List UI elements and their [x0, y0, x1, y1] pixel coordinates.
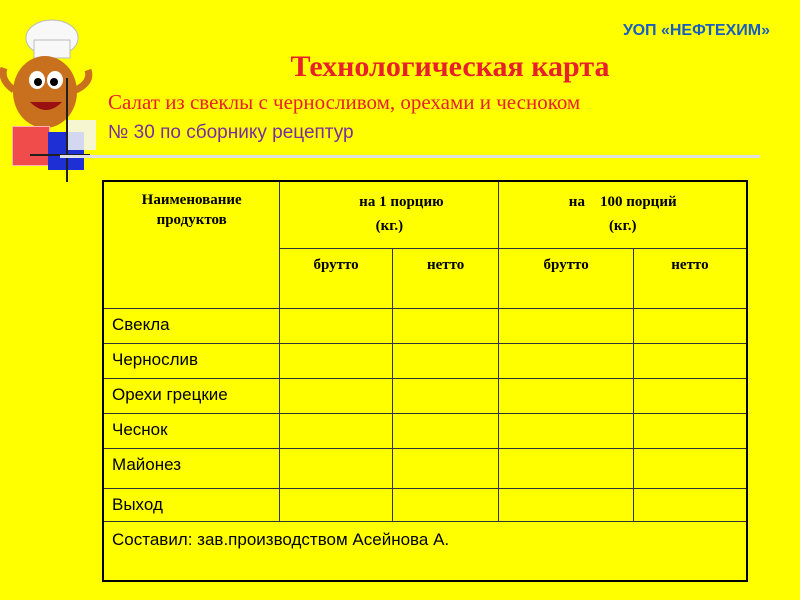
product-name: Чеснок	[103, 413, 280, 448]
cell-netto-1	[392, 488, 499, 521]
recipe-title: Салат из свеклы с черносливом, орехами и чесноком	[108, 90, 581, 114]
table-row	[103, 448, 747, 488]
table-row	[103, 378, 747, 413]
header-product-name	[103, 181, 280, 308]
product-name: Чернослив	[103, 343, 280, 378]
cell-brutto-1	[280, 488, 393, 521]
header-netto-1: нетто	[392, 248, 499, 308]
header-brutto-100: брутто	[499, 248, 633, 308]
decor-white-square	[66, 120, 96, 150]
header-one-portion	[280, 181, 499, 248]
table-row	[103, 413, 747, 448]
cell-netto-100	[633, 308, 747, 343]
cell-netto-100	[633, 413, 747, 448]
cell-brutto-100	[499, 413, 633, 448]
cell-brutto-100	[499, 308, 633, 343]
cell-brutto-100	[499, 378, 633, 413]
cell-brutto-1	[280, 308, 393, 343]
compiled-by: Составил: зав.производством Асейнова А.	[103, 521, 747, 581]
header-netto-100: нетто	[633, 248, 747, 308]
header-brutto-1: брутто	[280, 248, 393, 308]
cell-netto-1	[392, 413, 499, 448]
product-name: Майонез	[103, 448, 280, 488]
cell-brutto-100	[499, 488, 633, 521]
cell-netto-1	[392, 448, 499, 488]
cell-netto-1	[392, 343, 499, 378]
header-product-name-text: Наименование продуктов	[141, 192, 242, 228]
table-row	[103, 308, 747, 343]
decor-red-square	[12, 126, 50, 166]
product-name: Свекла	[103, 308, 280, 343]
cell-brutto-100	[499, 343, 633, 378]
table-row	[103, 343, 747, 378]
cell-brutto-1	[280, 343, 393, 378]
header-hundred-portions-label: на 100 порций	[568, 194, 677, 210]
header-one-portion-unit: (кг.)	[375, 218, 404, 234]
recipe-number: № 30 по сборнику рецептур	[108, 122, 354, 143]
product-name: Выход	[103, 488, 280, 521]
page-title-text: Технологическая карта	[290, 50, 610, 83]
table-row	[103, 488, 747, 521]
organization-name: УОП «НЕФТЕХИМ»	[623, 22, 770, 39]
cell-netto-100	[633, 343, 747, 378]
header-hundred-portions-unit: (кг.)	[608, 218, 637, 234]
header-hundred-portions	[499, 181, 747, 248]
decor-vertical-line	[66, 78, 68, 182]
cell-netto-1	[392, 378, 499, 413]
header-one-portion-label: на 1 порцию	[359, 194, 444, 210]
cell-netto-100	[633, 448, 747, 488]
cell-brutto-100	[499, 448, 633, 488]
cell-netto-100	[633, 488, 747, 521]
cell-brutto-1	[280, 413, 393, 448]
tech-card-table	[102, 180, 748, 582]
cell-netto-1	[392, 308, 499, 343]
page-title	[0, 50, 800, 84]
cell-brutto-1	[280, 448, 393, 488]
cell-netto-100	[633, 378, 747, 413]
divider-line	[60, 155, 760, 158]
product-name: Орехи грецкие	[103, 378, 280, 413]
cell-brutto-1	[280, 378, 393, 413]
